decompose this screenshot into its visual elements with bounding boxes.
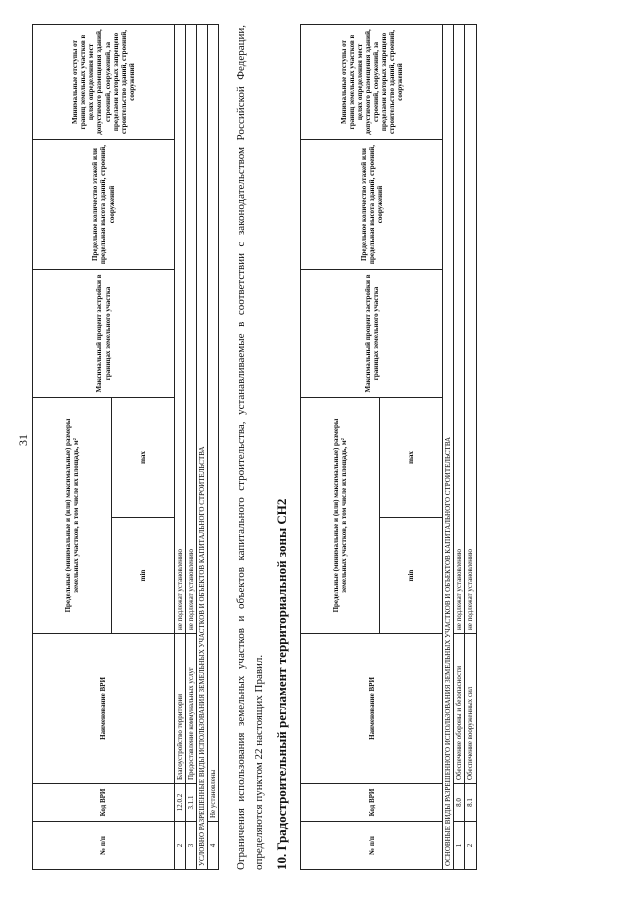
header-floors: Предельное количество этажей или предельная высота зданий, строений, сооружений [301, 140, 443, 270]
header-percent: Максимальный процент застройки в границах земельного участка [33, 270, 175, 398]
rotated-page-content [32, 25, 612, 870]
header-code: Код ВРИ [301, 784, 443, 822]
cell-num: 2 [175, 822, 186, 870]
header-size: Предельные (минимальные и (или) максимальные) размеры земельных участков, в том числе их площадь, м² [301, 398, 380, 634]
header-max: max [112, 398, 175, 518]
header-name: Наименование ВРИ [301, 634, 443, 784]
cell-num: 3 [186, 822, 197, 870]
header-min: min [380, 518, 443, 634]
section-heading: 10. Градостроительный регламент территориальной зоны СН2 [274, 498, 290, 870]
header-percent: Максимальный процент застройки в границах земельного участка [301, 270, 443, 398]
table-header-row [301, 25, 380, 870]
header-min: min [112, 518, 175, 634]
cell-code: 8.0 [454, 784, 465, 822]
header-num: № п/п [301, 822, 443, 870]
section-row [443, 25, 454, 870]
cell-name: Обеспечение обороны и безопасности [454, 634, 465, 784]
header-name: Наименование ВРИ [33, 634, 175, 784]
cell-num: 4 [208, 822, 219, 870]
header-code: Код ВРИ [33, 784, 175, 822]
page-number: 31 [16, 434, 30, 446]
cell-name: Предоставление коммунальных услуг [186, 634, 197, 784]
cell-code: 3.1.1 [186, 784, 197, 822]
section-row [197, 25, 208, 870]
table-row [175, 25, 186, 870]
body-paragraph: Ограничения использования земельных участков и объектов капитального строительства, устанавливаемые в соответствии с законодательством Российской Федерации, определяются пунктом 22 настоящих Правил. [235, 25, 265, 870]
table-header-row [33, 25, 112, 870]
section-title: УСЛОВНО РАЗРЕШЕННЫЕ ВИДЫ ИСПОЛЬЗОВАНИЯ ЗЕМЕЛЬНЫХ УЧАСТКОВ И ОБЪЕКТОВ КАПИТАЛЬНОГО СТРОИТЕЛЬСТВА [197, 25, 208, 870]
section-title: ОСНОВНЫЕ ВИДЫ РАЗРЕШЕННОГО ИСПОЛЬЗОВАНИЯ ЗЕМЕЛЬНЫХ УЧАСТКОВ И ОБЪЕКТОВ КАПИТАЛЬНОГО СТРОИТЕЛЬСТВА [443, 25, 454, 870]
table-1 [32, 24, 219, 870]
cell-value: не подлежат установлению [175, 25, 186, 634]
cell-name: Не установлены [208, 25, 219, 822]
header-setback: Минимальные отступы от границ земельных участков в целях определения мест допустимого размещения зданий, строений, сооружений, за пределами которых запрещено строительство зданий, строений, сооружений [33, 25, 175, 140]
header-size: Предельные (минимальные и (или) максимальные) размеры земельных участков, в том числе их площадь, м² [33, 398, 112, 634]
table-row [186, 25, 197, 870]
cell-code: 12.0.2 [175, 784, 186, 822]
table-row [465, 25, 476, 870]
cell-value: не подлежат установлению [186, 25, 197, 634]
cell-name: Благоустройство территории [175, 634, 186, 784]
cell-value: не подлежат установлению [454, 25, 465, 634]
cell-num: 2 [465, 822, 476, 870]
cell-name: Обеспечение вооруженных сил [465, 634, 476, 784]
table-row [208, 25, 219, 870]
table-2 [300, 24, 476, 870]
cell-num: 1 [454, 822, 465, 870]
header-num: № п/п [33, 822, 175, 870]
table-row [454, 25, 465, 870]
header-floors: Предельное количество этажей или предельная высота зданий, строений, сооружений [33, 140, 175, 270]
cell-value: не подлежат установлению [465, 25, 476, 634]
header-max: max [380, 398, 443, 518]
header-setback: Минимальные отступы от границ земельных участков в целях определения мест допустимого размещения зданий, строений, сооружений, за пределами которых запрещено строительство зданий, строений, сооружений [301, 25, 443, 140]
cell-code: 8.1 [465, 784, 476, 822]
